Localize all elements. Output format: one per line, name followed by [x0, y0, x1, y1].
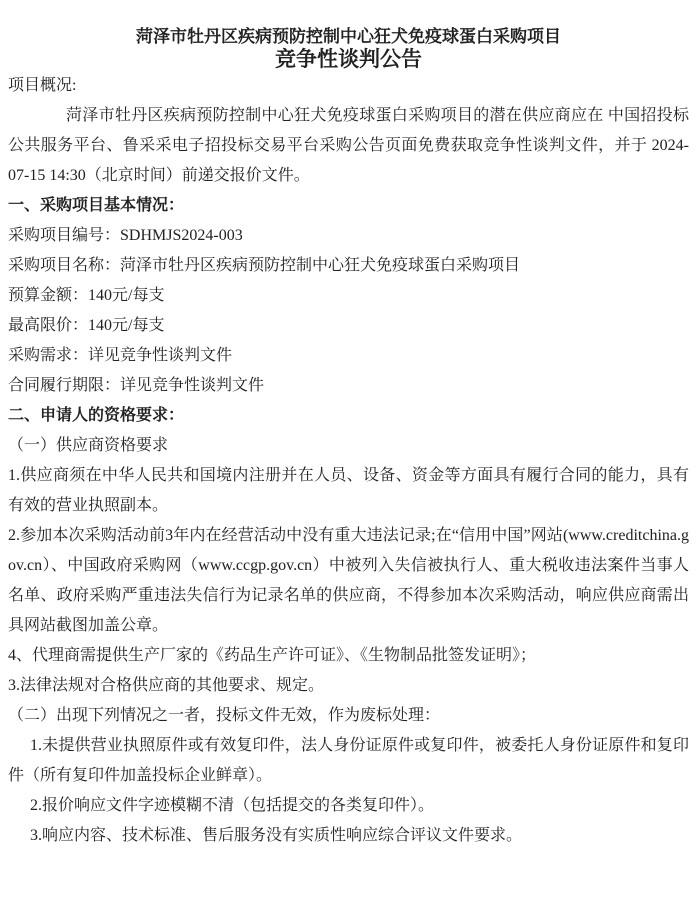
page-title: 菏泽市牡丹区疾病预防控制中心狂犬免疫球蛋白采购项目 [136, 27, 561, 46]
invalid-bid-rule-1: 1.未提供营业执照原件或有效复印件，法人身份证原件或复印件，被委托人身份证原件和复印件（所有复印件加盖投标企业鲜章）。 [8, 737, 689, 784]
supplier-requirement-1: 1.供应商须在中华人民共和国境内注册并在人员、设备、资金等方面具有履行合同的能力，具有有效的营业执照副本。 [8, 467, 689, 514]
section-heading-qualification: 二、申请人的资格要求： [8, 407, 185, 424]
intro-paragraph: 菏泽市牡丹区疾病预防控制中心狂犬免疫球蛋白采购项目的潜在供应商应在 中国招投标公共服务平台、鲁采采电子招投标交易平台采购公告页面免费获取竞争性谈判文件，并于 2024-07-15 14:30（北京时间）前递交报价文件。 [8, 107, 689, 184]
item-price-ceiling: 最高限价：140元/每支 [8, 317, 165, 334]
item-project-code: 采购项目编号：SDHMJS2024-003 [8, 227, 243, 244]
subheading-supplier-qualification: （一）供应商资格要求 [8, 437, 169, 454]
invalid-bid-rule-3: 3.响应内容、技术标准、售后服务没有实质性响应综合评议文件要求。 [30, 827, 523, 844]
subheading-invalid-bid: （二）出现下列情况之一者，投标文件无效，作为废标处理： [8, 707, 441, 724]
announcement-type-subtitle: 竞争性谈判公告 [275, 47, 422, 71]
agent-certificate-requirement: 4、代理商需提供生产厂家的《药品生产许可证》、《生物制品批签发证明》； [8, 647, 537, 664]
section-heading-basic-info: 一、采购项目基本情况： [8, 197, 185, 214]
overview-heading: 项目概况: [8, 77, 77, 94]
supplier-requirement-2: 2.参加本次采购活动前3年内在经营活动中没有重大违法记录;在“信用中国”网站(www.creditchina.gov.cn）、中国政府采购网（www.ccgp.gov.cn）中被列入失信被执行人、重大税收违法案件当事人名单、政府采购严重违法失信行为记录名单的供应商，不得参加本次采购活动，响应供应商需出具网站截图加盖公章。 [8, 527, 689, 634]
invalid-bid-rule-2: 2.报价响应文件字迹模糊不清（包括提交的各类复印件）。 [30, 797, 435, 814]
item-budget-amount: 预算金额：140元/每支 [8, 287, 165, 304]
supplier-requirement-3: 3.法律法规对合格供应商的其他要求、规定。 [8, 677, 325, 694]
item-contract-term: 合同履行期限：详见竞争性谈判文件 [8, 377, 265, 394]
item-procurement-demand: 采购需求：详见竞争性谈判文件 [8, 347, 233, 364]
item-project-name: 采购项目名称：菏泽市牡丹区疾病预防控制中心狂犬免疫球蛋白采购项目 [8, 257, 521, 274]
